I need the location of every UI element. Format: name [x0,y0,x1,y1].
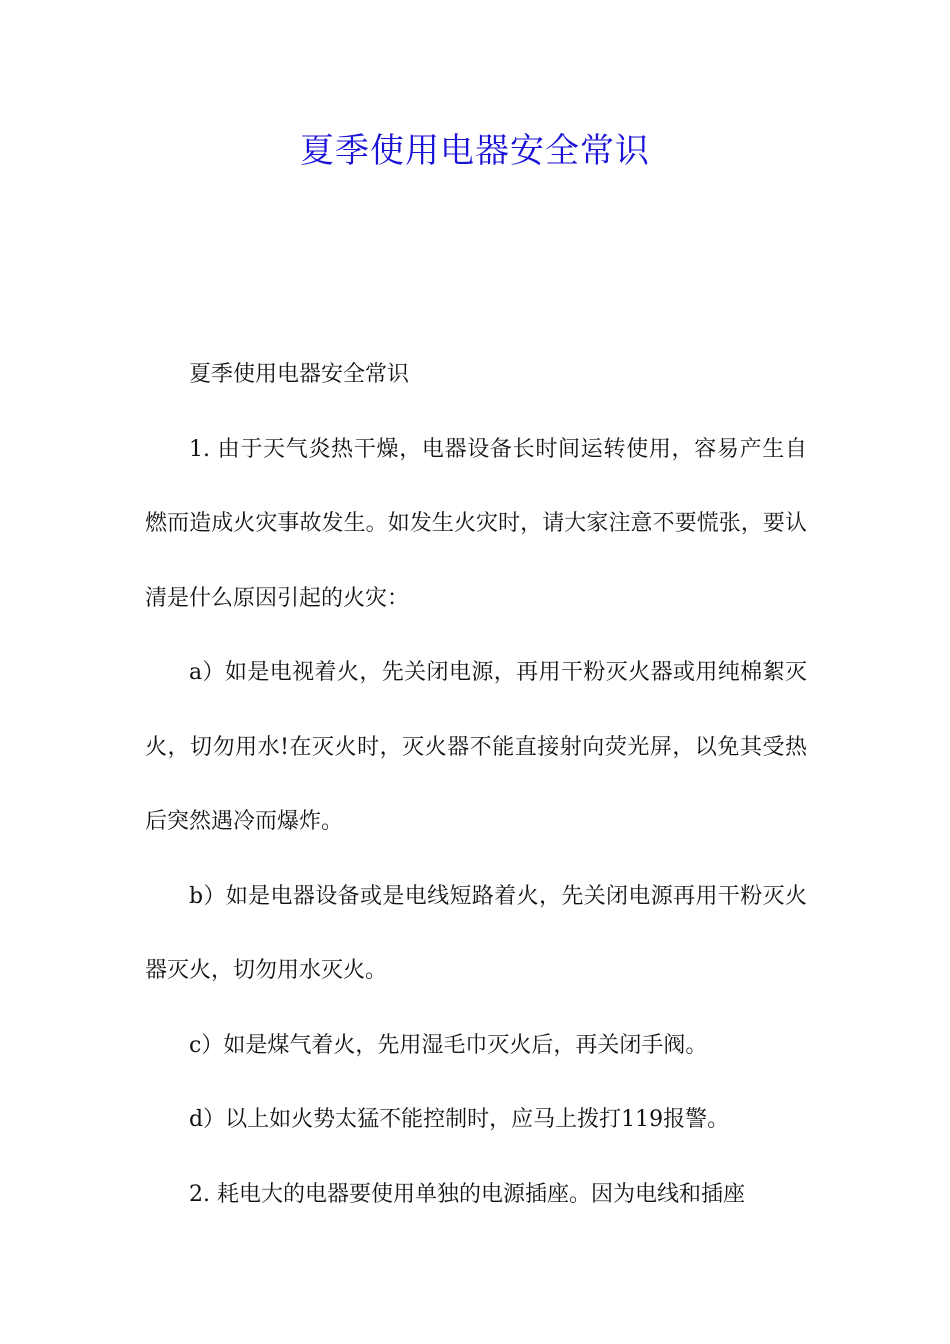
paragraph-item-a: a）如是电视着火，先关闭电源，再用干粉灭火器或用纯棉絮灭火，切勿用水!在灭火时，灭火器不能直接射向荧光屏，以免其受热后突然遇冷而爆炸。 [145,660,807,834]
paragraph-item-d: d）以上如火势太猛不能控制时，应马上拨打119报警。 [189,1107,730,1132]
paragraph-item-1: 1. 由于天气炎热干燥，电器设备长时间运转使用，容易产生自燃而造成火灾事故发生。如发生火灾时，请大家注意不要慌张，要认清是什么原因引起的火灾： [145,436,807,611]
document-body [145,338,807,1232]
paragraph-subtitle: 夏季使用电器安全常识 [189,362,410,387]
document-title: 夏季使用电器安全常识 [300,131,650,171]
paragraph-item-2: 2. 耗电大的电器要使用单独的电源插座。因为电线和插座 [189,1181,745,1207]
paragraph-item-b: b）如是电器设备或是电线短路着火，先关闭电源再用干粉灭火器灭火，切勿用水灭火。 [145,883,807,983]
paragraph-item-c: c）如是煤气着火，先用湿毛巾灭火后，再关闭手阀。 [189,1032,708,1058]
